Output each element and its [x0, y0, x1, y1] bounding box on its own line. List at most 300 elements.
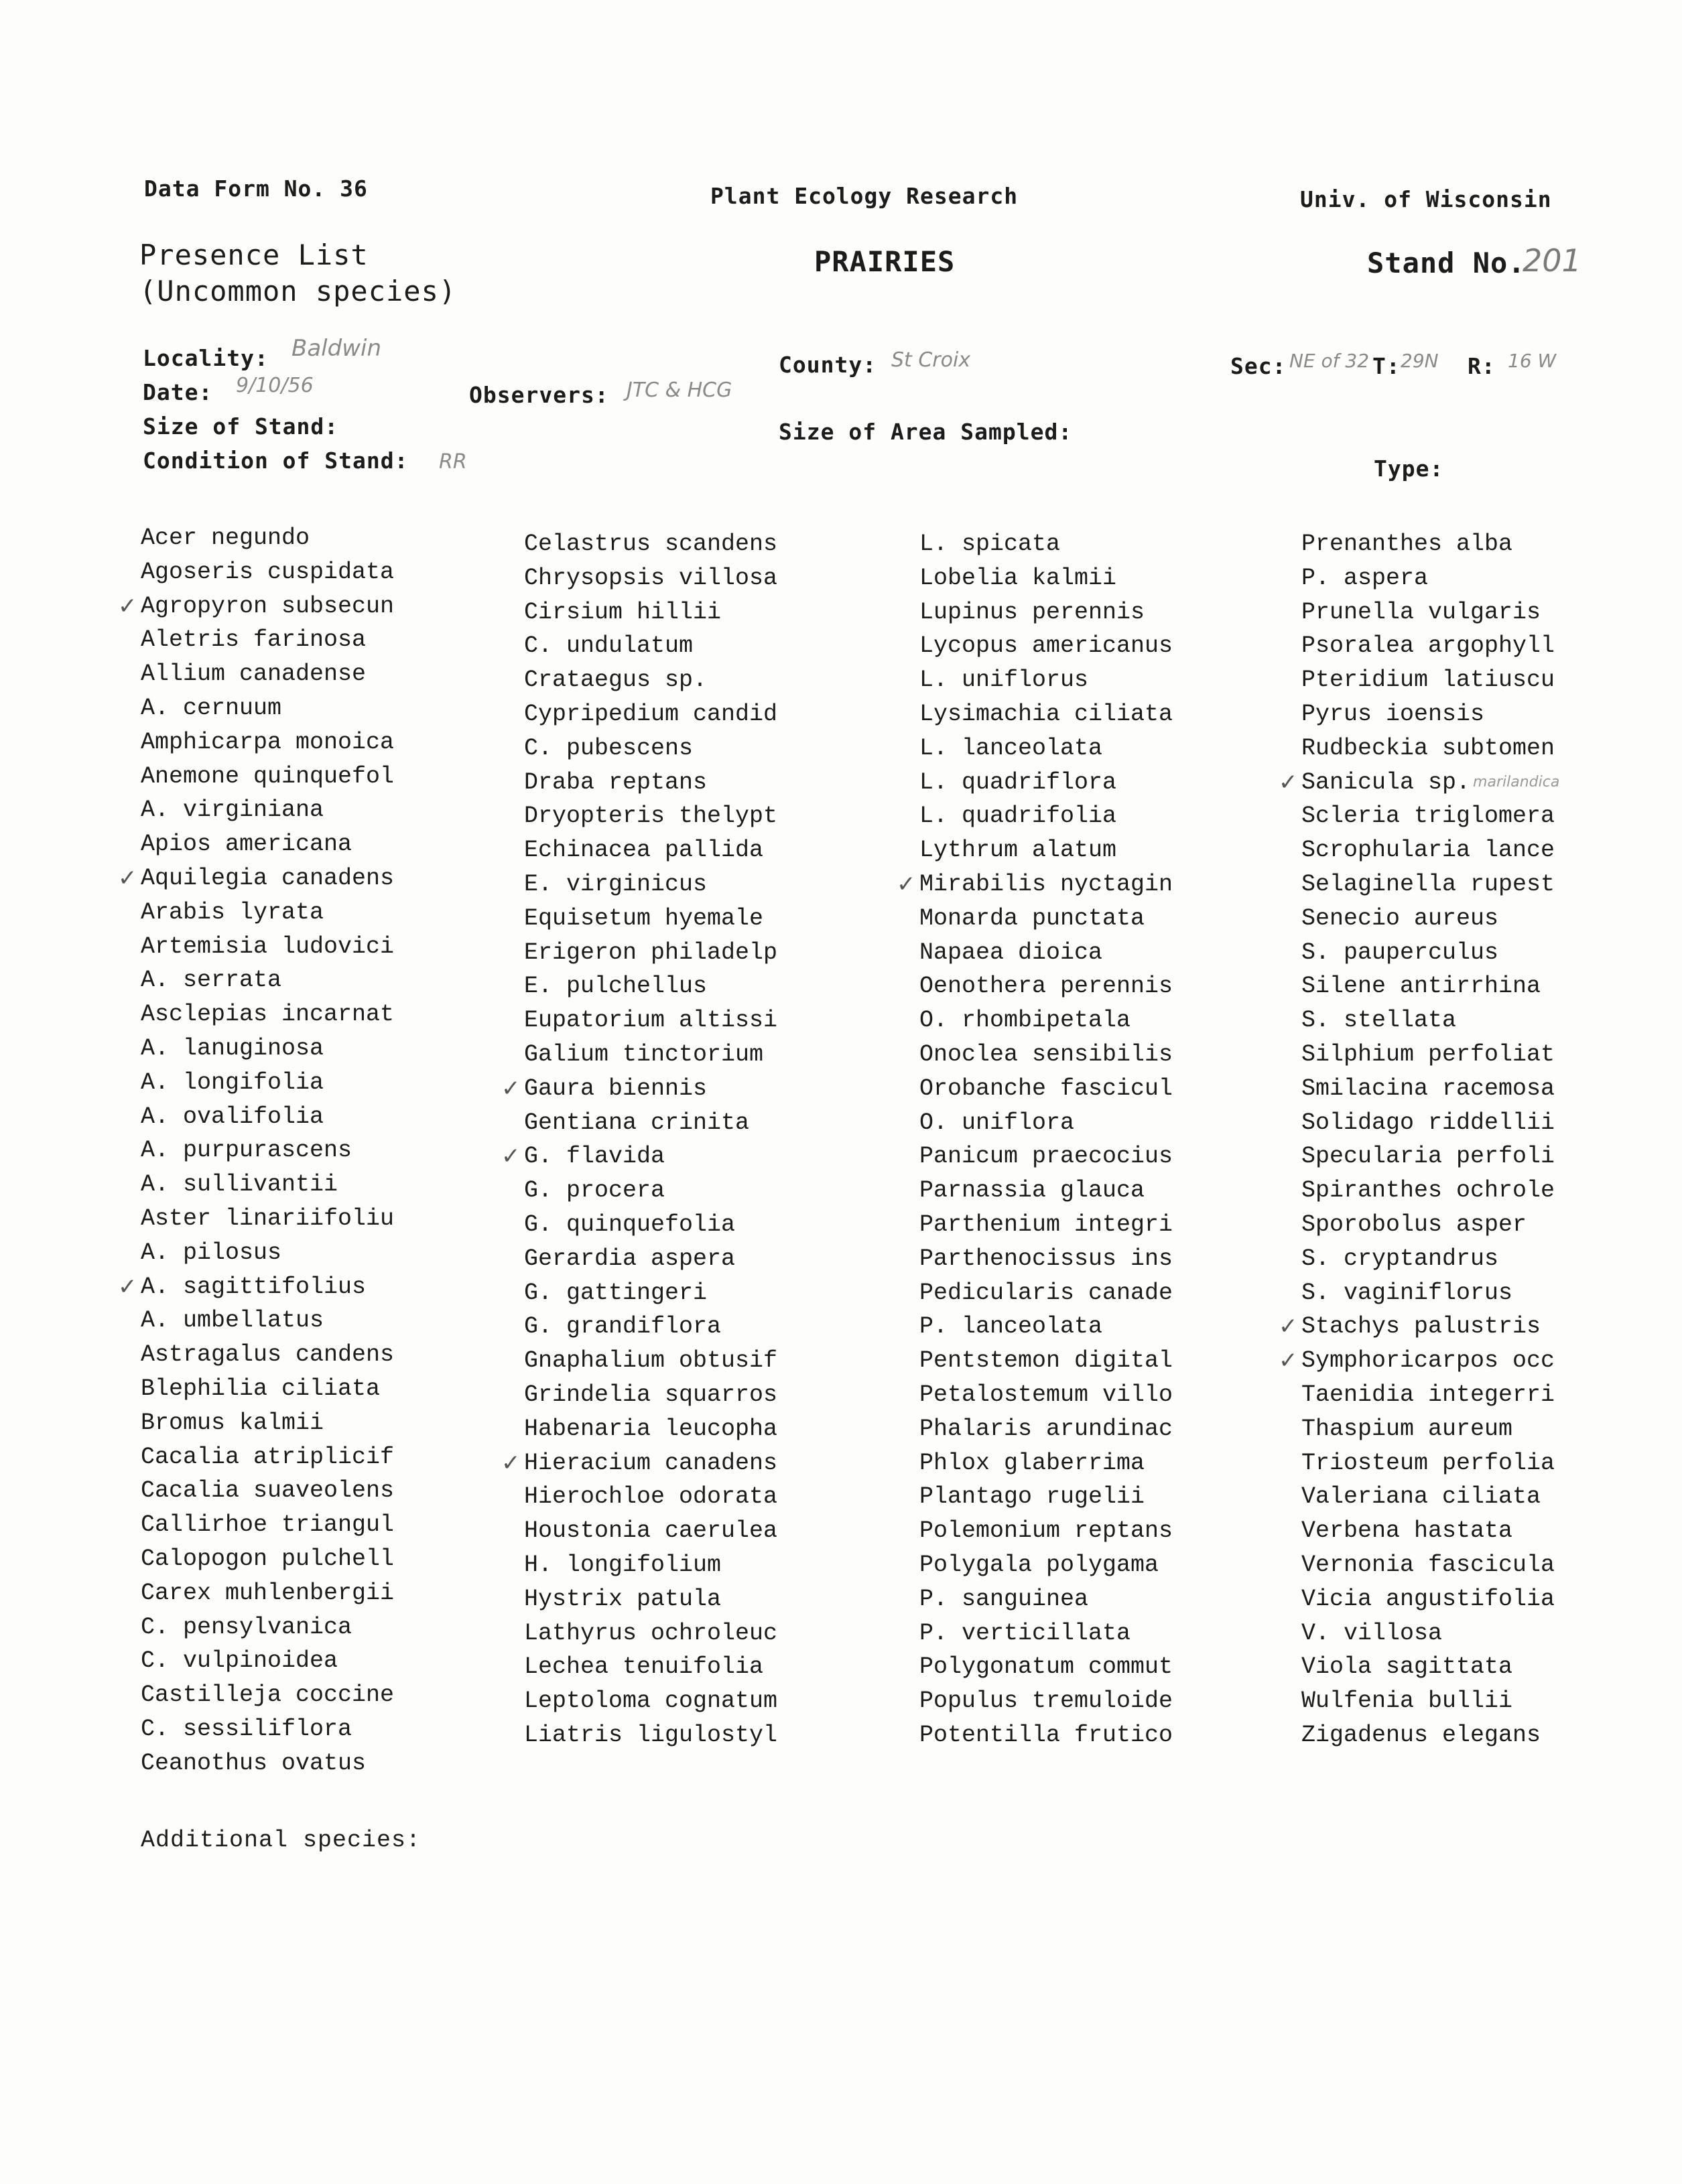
check-mark-icon: ✓ [897, 870, 916, 898]
species-name: Castilleja coccine [141, 1682, 395, 1709]
species-name: Symphoricarpos occ [1301, 1347, 1555, 1375]
species-entry [919, 1072, 1173, 1106]
species-entry [919, 1650, 1173, 1684]
species-entry [919, 1617, 1173, 1651]
species-column-2 [501, 527, 778, 1753]
species-name: Celastrus scandens [524, 531, 778, 557]
species-name: P. lanceolata [919, 1313, 1103, 1341]
species-name: Panicum praecocius [919, 1143, 1173, 1170]
species-name: Hystrix patula [524, 1585, 722, 1613]
species-name: Prunella vulgaris [1301, 598, 1541, 626]
species-entry [141, 1202, 394, 1236]
species-entry [524, 1514, 777, 1548]
species-name: Oenothera perennis [919, 973, 1173, 1000]
r-label: R: [1468, 353, 1496, 379]
t-value: 29N [1401, 350, 1439, 372]
species-entry [1301, 561, 1559, 596]
species-name: S. stellata [1301, 1007, 1457, 1034]
species-name: Bromus kalmii [141, 1409, 324, 1436]
t-label: T: [1372, 353, 1401, 379]
species-entry [524, 766, 777, 800]
check-mark-icon: ✓ [118, 864, 137, 892]
species-entry [141, 1678, 394, 1712]
species-name: Equisetum hyemale [524, 904, 764, 932]
species-name: A. serrata [141, 967, 282, 994]
species-name: Gnaphalium obtusif [524, 1347, 778, 1375]
species-entry [1301, 1208, 1559, 1242]
species-entry [141, 827, 394, 862]
species-name: Spiranthes ochrole [1301, 1177, 1555, 1205]
species-name: Sanicula sp. [1301, 768, 1471, 796]
species-name: O. uniflora [919, 1109, 1075, 1136]
species-name: Draba reptans [524, 768, 708, 796]
check-mark-icon: ✓ [118, 592, 137, 620]
species-name: S. pauperculus [1301, 939, 1499, 966]
species-entry [919, 902, 1173, 936]
species-name: Specularia perfoli [1301, 1143, 1555, 1170]
species-name: Calopogon pulchell [141, 1545, 395, 1572]
species-name: A. lanuginosa [141, 1034, 324, 1062]
species-name: Cacalia atriplicif [141, 1443, 395, 1471]
organization: Plant Ecology Research [710, 183, 1019, 209]
species-entry [919, 596, 1173, 630]
species-name: Houstonia caerulea [524, 1517, 778, 1545]
species-entry [141, 1338, 394, 1372]
species-entry [141, 1372, 394, 1406]
species-entry [919, 1446, 1173, 1481]
species-entry [1301, 1582, 1559, 1617]
species-entry [141, 1304, 394, 1338]
handwritten-annotation: marilandica [1473, 773, 1560, 791]
species-name: V. villosa [1301, 1619, 1443, 1647]
species-name: Polygala polygama [919, 1551, 1159, 1578]
species-entry [524, 629, 777, 663]
species-entry [141, 1134, 394, 1168]
species-entry [524, 1548, 777, 1582]
species-entry [118, 862, 395, 896]
species-entry [919, 1548, 1173, 1582]
species-entry [919, 1684, 1173, 1718]
species-name: A. cernuum [141, 694, 282, 722]
species-entry [1301, 1276, 1559, 1310]
species-entry [1301, 799, 1559, 833]
species-entry [1301, 969, 1559, 1004]
species-name: Hierochloe odorata [524, 1483, 778, 1511]
sec-value: NE of 32 [1289, 350, 1370, 372]
species-name: E. pulchellus [524, 973, 708, 1000]
species-name: Habenaria leucopha [524, 1415, 778, 1442]
species-entry [919, 1582, 1173, 1617]
check-mark-icon: ✓ [501, 1075, 521, 1102]
species-entry [919, 561, 1173, 596]
species-entry [1301, 1140, 1559, 1174]
species-entry [141, 1747, 394, 1781]
species-entry [1301, 629, 1559, 663]
list-subtitle: (Uncommon species) [139, 275, 457, 308]
category-title: PRAIRIES [814, 245, 956, 278]
species-entry [1301, 1174, 1559, 1208]
observers-value: JTC & HCG [627, 379, 732, 402]
species-name: Silene antirrhina [1301, 973, 1541, 1000]
species-entry [141, 1168, 394, 1202]
species-entry [919, 833, 1173, 868]
species-entry [524, 799, 777, 833]
species-entry [141, 963, 394, 998]
species-name: Callirhoe triangul [141, 1511, 395, 1539]
species-name: A. purpurascens [141, 1137, 352, 1164]
species-entry [919, 766, 1173, 800]
species-entry [524, 1208, 777, 1242]
species-entry [524, 1650, 777, 1684]
species-name: Parnassia glauca [919, 1177, 1145, 1205]
species-entry [1301, 1684, 1559, 1718]
species-entry [524, 1276, 777, 1310]
species-entry [919, 697, 1173, 732]
species-entry [919, 799, 1173, 833]
species-entry [141, 896, 394, 930]
species-entry [919, 1718, 1173, 1753]
sec-label: Sec: [1230, 353, 1287, 379]
area-sampled-label: Size of Area Sampled: [779, 419, 1073, 445]
species-name: Astragalus candens [141, 1341, 395, 1369]
species-entry [524, 1378, 777, 1412]
species-entry [141, 930, 394, 964]
species-entry [1301, 936, 1559, 970]
species-entry [524, 1344, 777, 1378]
species-entry [141, 1066, 394, 1100]
species-entry [524, 1684, 777, 1718]
species-entry [1301, 1378, 1559, 1412]
species-entry [1301, 527, 1559, 561]
species-name: C. vulpinoidea [141, 1647, 338, 1675]
species-entry [1301, 868, 1559, 902]
species-name: Blephilia ciliata [141, 1375, 381, 1402]
species-name: Aletris farinosa [141, 626, 367, 654]
species-entry [919, 1412, 1173, 1446]
check-mark-icon: ✓ [118, 1273, 137, 1300]
species-name: Parthenium integri [919, 1211, 1173, 1238]
species-name: Apios americana [141, 831, 352, 858]
county-label: County: [779, 352, 877, 378]
species-entry [501, 1072, 777, 1106]
species-entry [141, 1474, 394, 1508]
species-name: G. flavida [524, 1143, 665, 1170]
species-entry [524, 1480, 777, 1514]
form-number: Data Form No. 36 [144, 176, 368, 202]
species-entry [919, 1208, 1173, 1242]
species-name: O. rhombipetala [919, 1007, 1131, 1034]
species-entry [919, 969, 1173, 1004]
species-name: Arabis lyrata [141, 898, 324, 926]
species-entry [1301, 1480, 1559, 1514]
species-name: Cypripedium candid [524, 700, 778, 728]
check-mark-icon: ✓ [501, 1449, 521, 1477]
species-entry [919, 1242, 1173, 1276]
species-name: Wulfenia bullii [1301, 1688, 1513, 1715]
species-name: Silphium perfoliat [1301, 1040, 1555, 1068]
check-mark-icon: ✓ [501, 1143, 521, 1170]
species-name: A. sullivantii [141, 1171, 338, 1199]
species-entry [919, 1344, 1173, 1378]
species-name: Aster linariifoliu [141, 1205, 395, 1232]
species-name: Scleria triglomera [1301, 803, 1555, 830]
species-entry [141, 1406, 394, 1440]
species-name: Onoclea sensibilis [919, 1040, 1173, 1068]
species-entry [524, 902, 777, 936]
species-name: Pteridium latiuscu [1301, 667, 1555, 694]
species-name: Amphicarpa monoica [141, 728, 395, 756]
species-entry [1301, 697, 1559, 732]
species-entry [141, 1508, 394, 1542]
species-name: Artemisia ludovici [141, 933, 395, 960]
species-name: Hieracium canadens [524, 1449, 778, 1477]
species-name: Pyrus ioensis [1301, 700, 1485, 728]
species-entry [919, 1140, 1173, 1174]
species-name: Napaea dioica [919, 939, 1103, 966]
species-entry [919, 1106, 1173, 1140]
species-entry [1301, 1718, 1559, 1753]
species-entry [919, 1276, 1173, 1310]
species-name: Mirabilis nyctagin [919, 870, 1173, 898]
species-name: G. grandiflora [524, 1313, 722, 1341]
species-name: Anemone quinquefol [141, 762, 395, 790]
species-entry [141, 1100, 394, 1134]
species-name: Taenidia integerri [1301, 1381, 1555, 1408]
species-entry [524, 1310, 777, 1344]
species-entry [919, 1480, 1173, 1514]
check-mark-icon: ✓ [1279, 1313, 1298, 1341]
species-name: Plantago rugelii [919, 1483, 1145, 1511]
species-name: Lysimachia ciliata [919, 700, 1173, 728]
species-column-1 [118, 521, 395, 1780]
species-entry [919, 1378, 1173, 1412]
size-of-stand-label: Size of Stand: [143, 413, 339, 439]
species-name: Erigeron philadelp [524, 939, 778, 966]
species-name: Polemonium reptans [919, 1517, 1173, 1545]
species-entry [1301, 1242, 1559, 1276]
species-entry [524, 1617, 777, 1651]
species-column-3 [897, 527, 1173, 1753]
species-entry [524, 1106, 777, 1140]
species-name: P. aspera [1301, 564, 1429, 592]
species-entry [141, 1576, 394, 1611]
species-entry [1301, 1106, 1559, 1140]
species-entry [919, 527, 1173, 561]
species-entry [1279, 766, 1560, 800]
species-name: H. longifolium [524, 1551, 722, 1578]
species-name: Lythrum alatum [919, 837, 1117, 864]
species-name: Ceanothus ovatus [141, 1749, 367, 1777]
species-entry [524, 1412, 777, 1446]
species-entry [1301, 732, 1559, 766]
species-entry [524, 936, 777, 970]
species-name: E. virginicus [524, 870, 708, 898]
species-name: S. cryptandrus [1301, 1245, 1499, 1272]
species-entry [919, 663, 1173, 697]
observers-label: Observers: [469, 382, 609, 408]
species-entry [1301, 833, 1559, 868]
species-entry [919, 1514, 1173, 1548]
condition-value: RR [439, 450, 467, 474]
species-name: A. sagittifolius [141, 1273, 367, 1300]
check-mark-icon: ✓ [1279, 1347, 1298, 1375]
species-name: G. gattingeri [524, 1279, 708, 1306]
species-name: A. pilosus [141, 1239, 282, 1266]
species-entry [919, 732, 1173, 766]
species-entry [141, 793, 394, 827]
species-entry [141, 1611, 394, 1645]
university: Univ. of Wisconsin [1300, 186, 1552, 212]
species-name: Agoseris cuspidata [141, 558, 395, 586]
species-name: Gaura biennis [524, 1075, 708, 1102]
species-entry [501, 1446, 778, 1481]
species-entry [919, 1004, 1173, 1038]
species-entry [141, 1712, 394, 1747]
species-name: Lathyrus ochroleuc [524, 1619, 778, 1647]
species-name: Lechea tenuifolia [524, 1653, 764, 1681]
species-entry [1279, 1344, 1559, 1378]
species-entry [524, 969, 777, 1004]
species-entry [141, 726, 394, 760]
species-entry [141, 998, 394, 1032]
species-name: Vernonia fascicula [1301, 1551, 1555, 1578]
species-name: Thaspium aureum [1301, 1415, 1513, 1442]
species-entry [1301, 1072, 1559, 1106]
species-entry [897, 868, 1173, 902]
species-entry [524, 1038, 777, 1072]
species-entry [141, 760, 394, 794]
species-name: Agropyron subsecun [141, 592, 395, 620]
species-entry [524, 1004, 777, 1038]
species-entry [141, 555, 394, 590]
species-name: P. verticillata [919, 1619, 1131, 1647]
species-name: Orobanche fascicul [919, 1075, 1173, 1102]
species-name: Carex muhlenbergii [141, 1579, 395, 1607]
species-name: Galium tinctorium [524, 1040, 764, 1068]
species-entry [141, 623, 394, 657]
species-name: Phlox glaberrima [919, 1449, 1145, 1477]
species-entry [919, 1174, 1173, 1208]
species-name: Parthenocissus ins [919, 1245, 1173, 1272]
species-entry [919, 1038, 1173, 1072]
species-name: Leptoloma cognatum [524, 1688, 778, 1715]
species-name: Aquilegia canadens [141, 864, 395, 892]
species-entry [524, 561, 777, 596]
species-entry [1279, 1310, 1559, 1344]
species-entry [524, 1242, 777, 1276]
species-entry [524, 663, 777, 697]
species-name: Chrysopsis villosa [524, 564, 778, 592]
species-entry [1301, 1514, 1559, 1548]
species-name: Selaginella rupest [1301, 870, 1555, 898]
species-name: Echinacea pallida [524, 837, 764, 864]
species-name: Liatris ligulostyl [524, 1721, 778, 1749]
species-entry [524, 833, 777, 868]
species-name: Allium canadense [141, 661, 367, 688]
species-name: Dryopteris thelypt [524, 803, 778, 830]
check-mark-icon: ✓ [1279, 768, 1298, 796]
species-name: C. undulatum [524, 632, 694, 660]
species-entry [1301, 663, 1559, 697]
species-name: A. umbellatus [141, 1307, 324, 1335]
species-entry [1301, 1650, 1559, 1684]
species-entry [118, 1270, 394, 1304]
species-name: Eupatorium altissi [524, 1007, 778, 1034]
species-entry [524, 1718, 777, 1753]
species-name: Rudbeckia subtomen [1301, 734, 1555, 762]
species-name: Lobelia kalmii [919, 564, 1117, 592]
species-name: Pedicularis canade [919, 1279, 1173, 1306]
type-label: Type: [1374, 456, 1444, 482]
species-entry [141, 691, 394, 726]
condition-label: Condition of Stand: [143, 448, 409, 474]
species-name: Phalaris arundinac [919, 1415, 1173, 1442]
species-name: L. quadriflora [919, 768, 1117, 796]
stand-value: 201 [1523, 243, 1581, 279]
species-name: Petalostemum villo [919, 1381, 1173, 1408]
species-name: L. uniflorus [919, 667, 1089, 694]
species-entry [524, 596, 777, 630]
species-entry [1301, 1004, 1559, 1038]
species-entry [141, 521, 394, 555]
species-entry [141, 1236, 394, 1270]
species-name: L. quadrifolia [919, 803, 1117, 830]
species-name: L. spicata [919, 531, 1061, 557]
species-name: Zigadenus elegans [1301, 1721, 1541, 1749]
species-entry [919, 629, 1173, 663]
species-entry [524, 527, 777, 561]
stand-label: Stand No. [1367, 247, 1526, 279]
date-label: Date: [143, 379, 213, 405]
species-name: Scrophularia lance [1301, 837, 1555, 864]
species-name: Gentiana crinita [524, 1109, 750, 1136]
species-name: Stachys palustris [1301, 1313, 1541, 1341]
species-entry [1301, 1617, 1559, 1651]
species-entry [141, 1644, 394, 1678]
species-name: Prenanthes alba [1301, 531, 1513, 557]
county-value: St Croix [891, 348, 971, 372]
species-name: A. virginiana [141, 797, 324, 824]
species-name: Pentstemon digital [919, 1347, 1173, 1375]
locality-value: Baldwin [292, 335, 381, 362]
species-name: A. ovalifolia [141, 1103, 324, 1130]
additional-species-label: Additional species: [141, 1827, 422, 1854]
species-entry [1301, 596, 1559, 630]
species-name: Senecio aureus [1301, 904, 1499, 932]
species-name: Vicia angustifolia [1301, 1585, 1555, 1613]
species-name: Viola sagittata [1301, 1653, 1513, 1681]
species-name: Monarda punctata [919, 904, 1145, 932]
species-entry [1301, 1446, 1559, 1481]
species-name: Crataegus sp. [524, 667, 708, 694]
species-name: Grindelia squarros [524, 1381, 778, 1408]
species-entry [524, 868, 777, 902]
species-name: Polygonatum commut [919, 1653, 1173, 1681]
species-entry [524, 1582, 777, 1617]
species-entry [141, 1032, 394, 1066]
species-entry [919, 936, 1173, 970]
species-entry [141, 657, 394, 691]
locality-label: Locality: [143, 345, 269, 371]
species-name: Verbena hastata [1301, 1517, 1513, 1545]
species-name: C. pensylvanica [141, 1613, 352, 1641]
date-value: 9/10/56 [236, 374, 314, 397]
species-name: C. sessiliflora [141, 1715, 352, 1743]
species-entry [524, 697, 777, 732]
species-name: P. sanguinea [919, 1585, 1089, 1613]
species-name: Populus tremuloide [919, 1688, 1173, 1715]
species-name: Triosteum perfolia [1301, 1449, 1555, 1477]
